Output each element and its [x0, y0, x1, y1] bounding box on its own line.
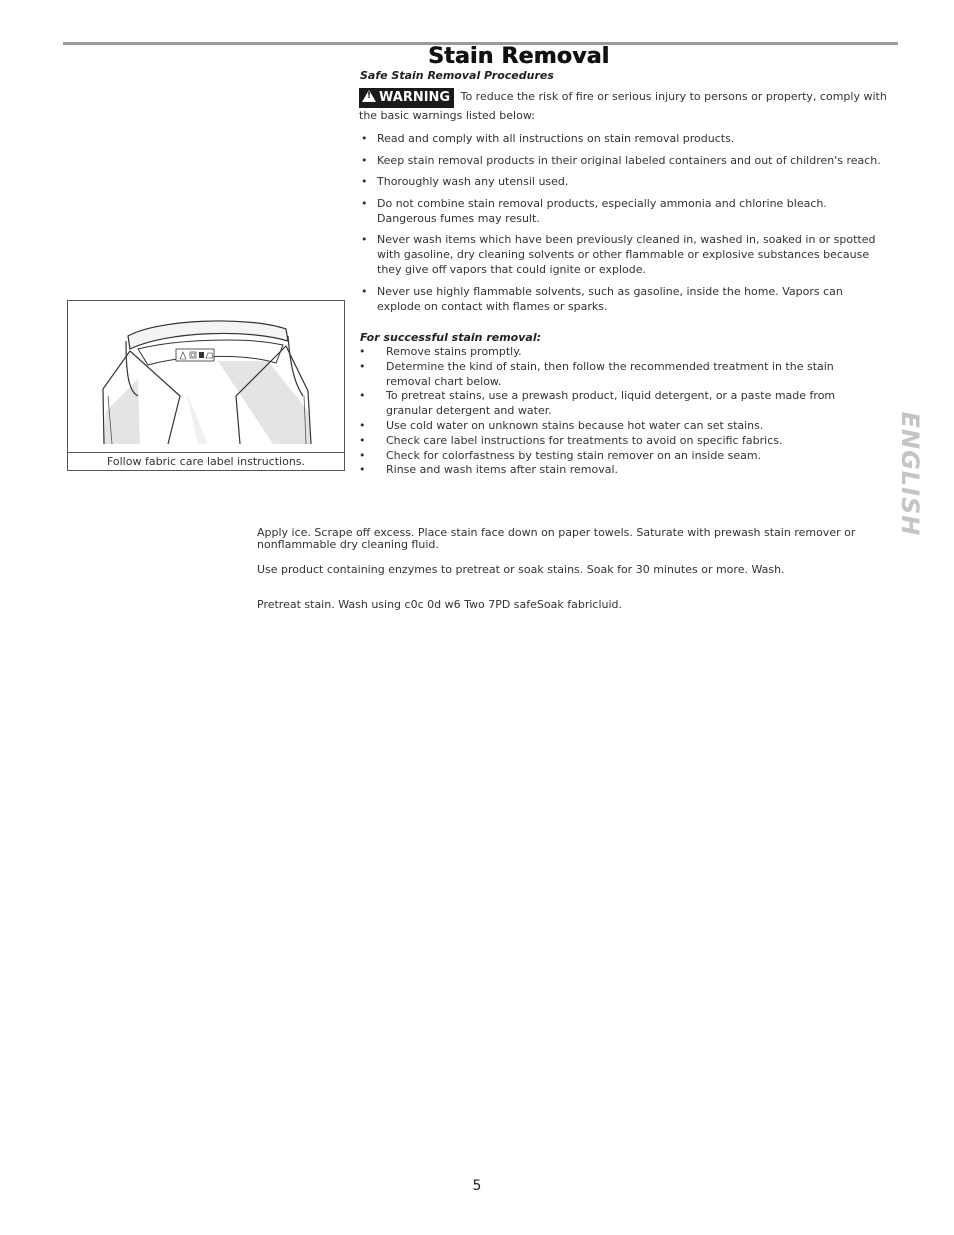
stain-chart-row: Apply ice. Scrape off excess. Place stain face down on paper towels. Saturate with prewash stain remover or nonflammable dry cleaning fluid. — [257, 526, 856, 551]
safety-item: • Never wash items which have been previously cleaned in, washed in, soaked in or spotted with gasoline, dry cleaning solvents or other flammable or explosive substances because they give off vapors that could ignite or explode. — [359, 232, 889, 277]
tips-list — [359, 345, 871, 478]
care-label-figure — [67, 300, 345, 471]
warning-triangle-icon — [362, 90, 376, 102]
safety-list — [359, 131, 889, 314]
tip-item: • Check for colorfastness by testing stain remover on an inside seam. — [359, 449, 871, 464]
warning-badge — [359, 88, 454, 108]
stain-chart-row: Pretreat stain. Wash using c0c 0d w6 Two 7PD safeSoak fabricluid. — [257, 598, 623, 611]
safety-item: • Do not combine stain removal products, especially ammonia and chlorine bleach. Dangerous fumes may result. — [359, 196, 889, 226]
shirt-collar-illustration — [68, 301, 344, 452]
page-title: Stain Removal — [428, 44, 610, 69]
tip-item: • Check care label instructions for treatments to avoid on specific fabrics. — [359, 434, 871, 449]
safety-item: • Thoroughly wash any utensil used. — [359, 174, 889, 189]
page-number: 5 — [472, 1178, 482, 1194]
figure-caption: Follow fabric care label instructions. — [68, 452, 344, 471]
warning-badge-label: WARNING — [379, 90, 451, 105]
language-tab-label: ENGLISH — [896, 411, 924, 537]
warning-text: To reduce the risk of fire or serious injury to persons or property, comply with the basic warnings listed below: — [359, 90, 887, 122]
language-tab — [880, 411, 940, 537]
safety-item: • Never use highly flammable solvents, such as gasoline, inside the home. Vapors can explode on contact with flames or sparks. — [359, 284, 889, 314]
section-heading-successful-removal: For successful stain removal: — [360, 331, 541, 344]
tip-item: • Use cold water on unknown stains because hot water can set stains. — [359, 419, 871, 434]
tip-item: • Remove stains promptly. — [359, 345, 871, 360]
safety-item: • Keep stain removal products in their original labeled containers and out of children's reach. — [359, 153, 889, 168]
safety-item: • Read and comply with all instructions on stain removal products. — [359, 131, 889, 146]
tip-item: • Rinse and wash items after stain removal. — [359, 463, 871, 478]
tip-item: • To pretreat stains, use a prewash product, liquid detergent, or a paste made from granular detergent and water. — [359, 389, 871, 419]
tip-item: • Determine the kind of stain, then follow the recommended treatment in the stain removal chart below. — [359, 360, 871, 390]
warning-block — [359, 88, 887, 123]
section-heading-safe-procedures: Safe Stain Removal Procedures — [360, 69, 554, 82]
stain-chart-row: Use product containing enzymes to pretreat or soak stains. Soak for 30 minutes or more. Wash. — [257, 563, 785, 576]
